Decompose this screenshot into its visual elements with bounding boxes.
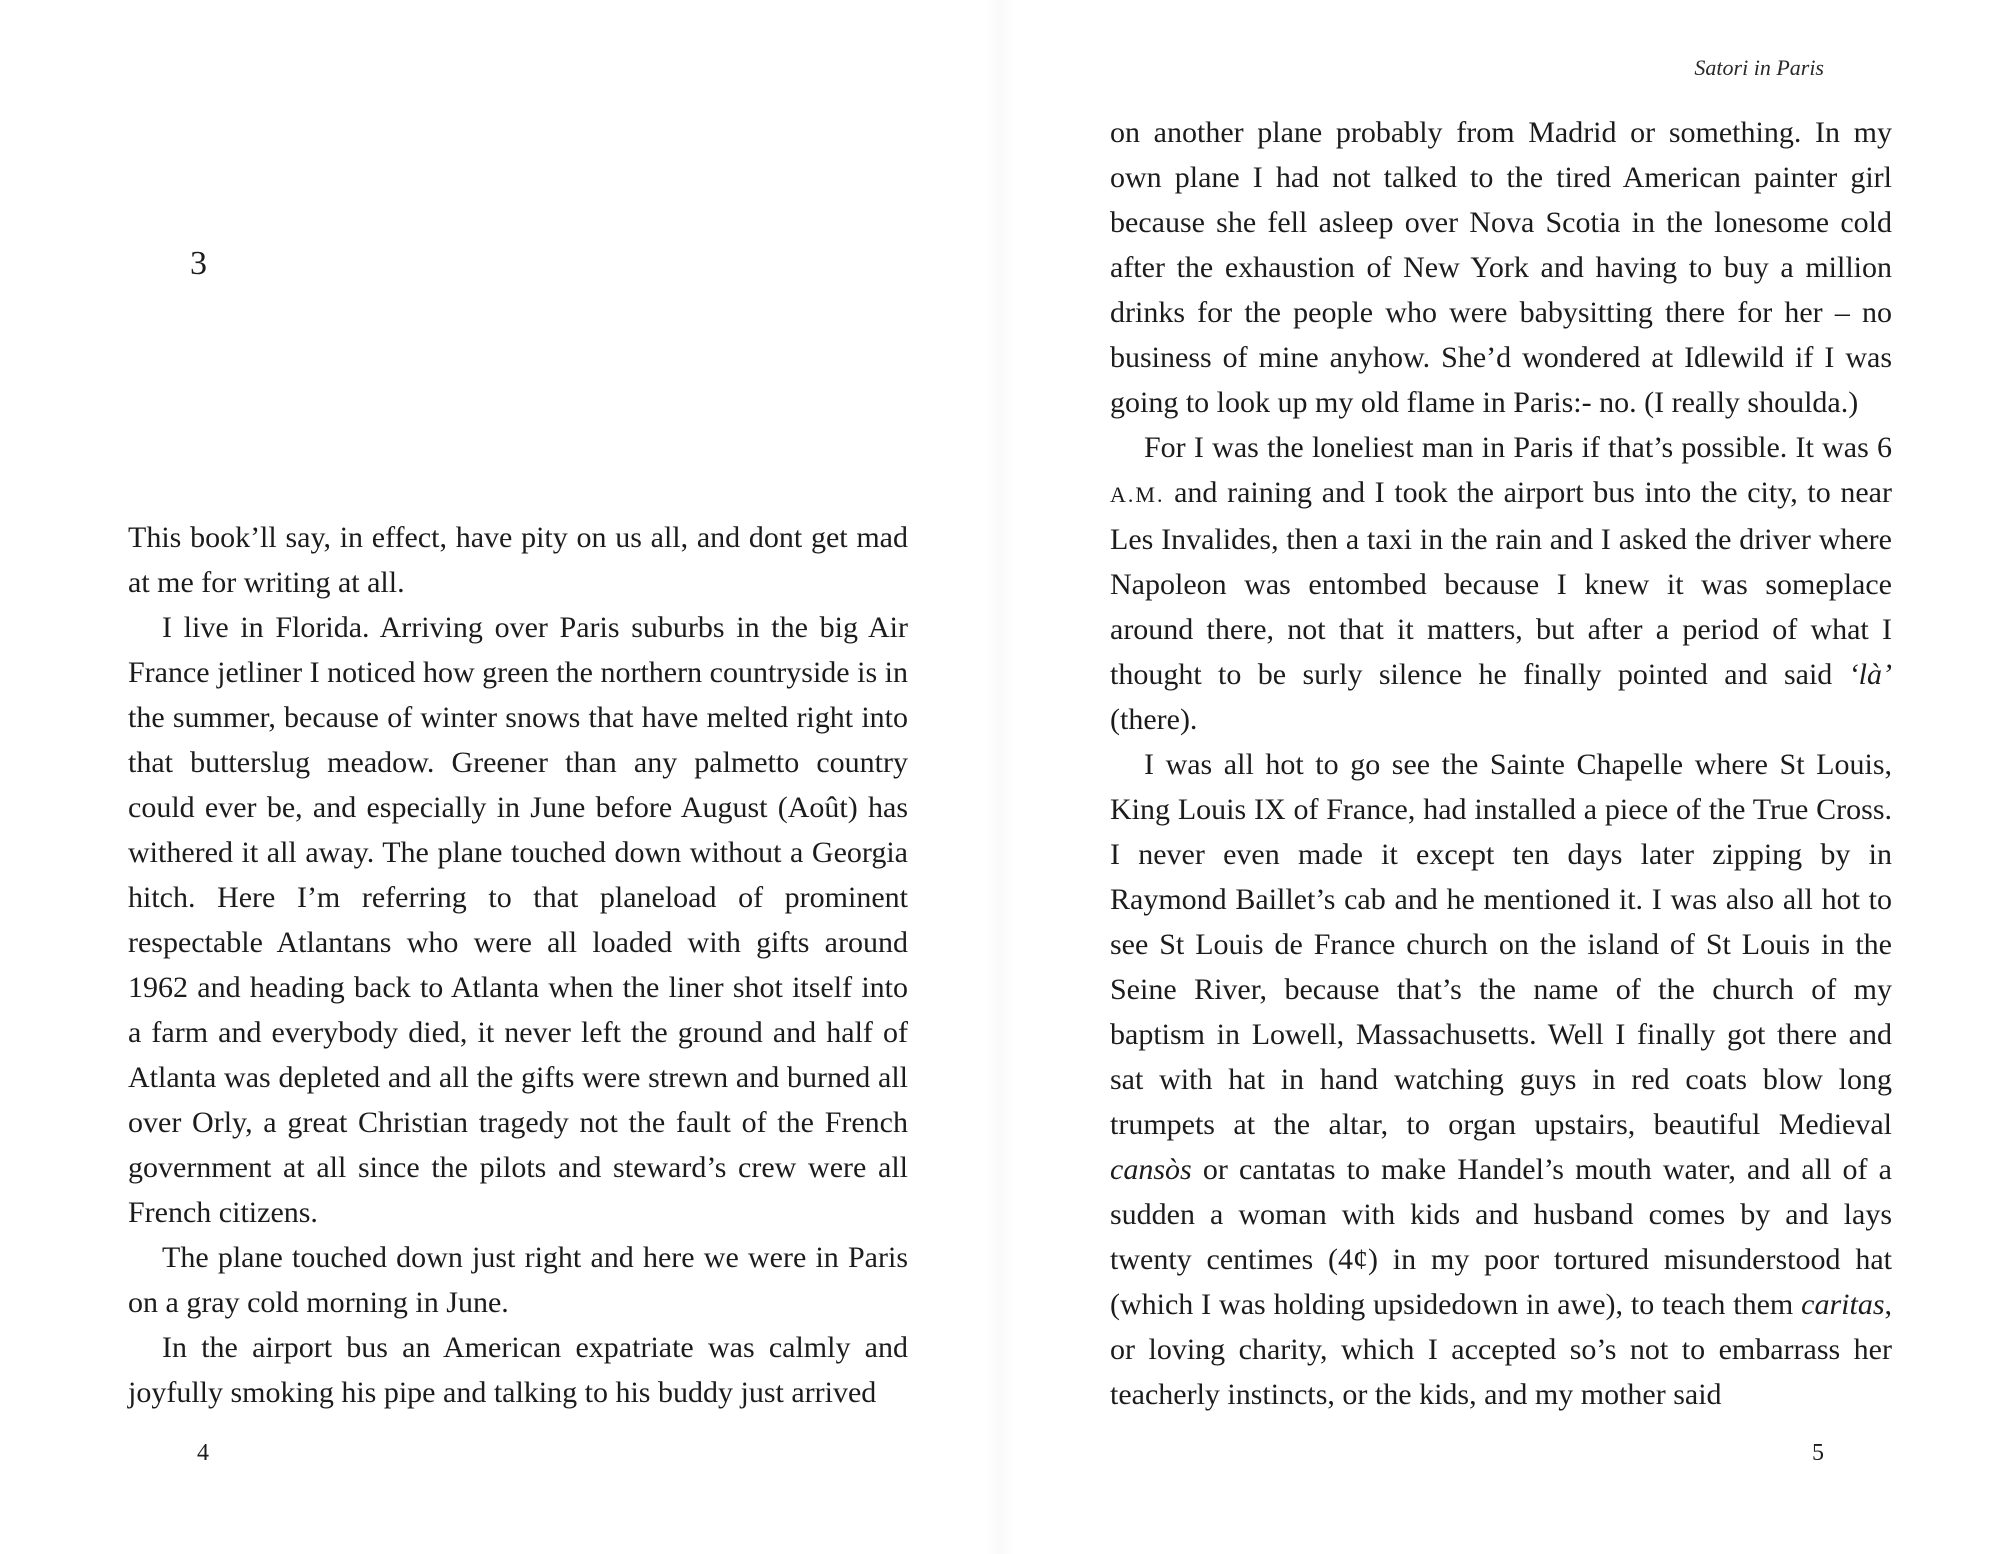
left-body-text xyxy=(128,515,908,1415)
chapter-number: 3 xyxy=(190,245,207,282)
italic-word: ‘là’ xyxy=(1848,658,1892,691)
paragraph xyxy=(1110,425,1892,742)
text-run: or cantatas to make Handel’s mouth water, and all of a sudden a woman with kids and husband comes by and lays twenty centimes (4¢) in my poor tortured misunderstood hat (which I was holding upsidedown in awe), to teach them xyxy=(1110,1153,1892,1321)
page-number: 4 xyxy=(197,1440,209,1466)
text-run: For I was the loneliest man in Paris if that’s possible. It was 6 xyxy=(1144,431,1892,464)
text-run: and raining and I took the airport bus into the city, to near Les Invalides, then a taxi in the rain and I asked the driver where Napoleon was entombed because I knew it was someplace around there, not that it matters, but after a period of what I thought to be surly silence he finally pointed and said xyxy=(1110,476,1892,691)
paragraph: The plane touched down just right and here we were in Paris on a gray cold morning in June. xyxy=(128,1241,908,1319)
paragraph: I live in Florida. Arriving over Paris suburbs in the big Air France jetliner I noticed how green the northern countryside is in the summer, because of winter snows that have melted right into that butterslug meadow. Greener than any palmetto country could ever be, and especially in June before August (Août) has withered it all away. The plane touched down without a Georgia hitch. Here I’m referring to that planeload of prominent respectable Atlantans who were all loaded with gifts around 1962 and heading back to Atlanta when the liner shot itself into a farm and everybody died, it never left the ground and half of Atlanta was depleted and all the gifts were strewn and burned all over Orly, a great Christian tragedy not the fault of the French government at all since the pilots and steward’s crew were all French citizens. xyxy=(128,611,908,1229)
running-head: Satori in Paris xyxy=(1694,55,1824,80)
text-run: (there). xyxy=(1110,703,1198,736)
italic-word: caritas xyxy=(1801,1288,1885,1321)
time-smallcaps: A.M. xyxy=(1110,482,1165,507)
italic-word: cansòs xyxy=(1110,1153,1192,1186)
right-page xyxy=(1000,0,2000,1554)
paragraph: This book’ll say, in effect, have pity on us all, and dont get mad at me for writing at all. xyxy=(128,521,908,599)
right-body-text xyxy=(1110,110,1892,1417)
text-run: , or loving charity, which I accepted so’s not to embarrass her teacherly instincts, or the kids, and my mother said xyxy=(1110,1288,1892,1411)
text-run: I was all hot to go see the Sainte Chapelle where St Louis, King Louis IX of France, had installed a piece of the True Cross. I never even made it except ten days later zipping by in Raymond Baillet’s cab and he mentioned it. I was also all hot to see St Louis de France church on the island of St Louis in the Seine River, because that’s the name of the church of my baptism in Lowell, Massachusetts. Well I finally got there and sat with hat in hand watching guys in red coats blow long trumpets at the altar, to organ upstairs, beautiful Medieval xyxy=(1110,748,1892,1141)
paragraph: on another plane probably from Madrid or something. In my own plane I had not talked to the tired American painter girl because she fell asleep over Nova Scotia in the lonesome cold after the exhaustion of New York and having to buy a million drinks for the people who were babysitting there for her – no business of mine anyhow. She’d wondered at Idlewild if I was going to look up my old flame in Paris:- no. (I really shoulda.) xyxy=(1110,116,1892,419)
paragraph: In the airport bus an American expatriate was calmly and joyfully smoking his pipe and talking to his buddy just arrived xyxy=(128,1331,908,1409)
page-number: 5 xyxy=(1812,1440,1824,1466)
paragraph xyxy=(1110,742,1892,1417)
